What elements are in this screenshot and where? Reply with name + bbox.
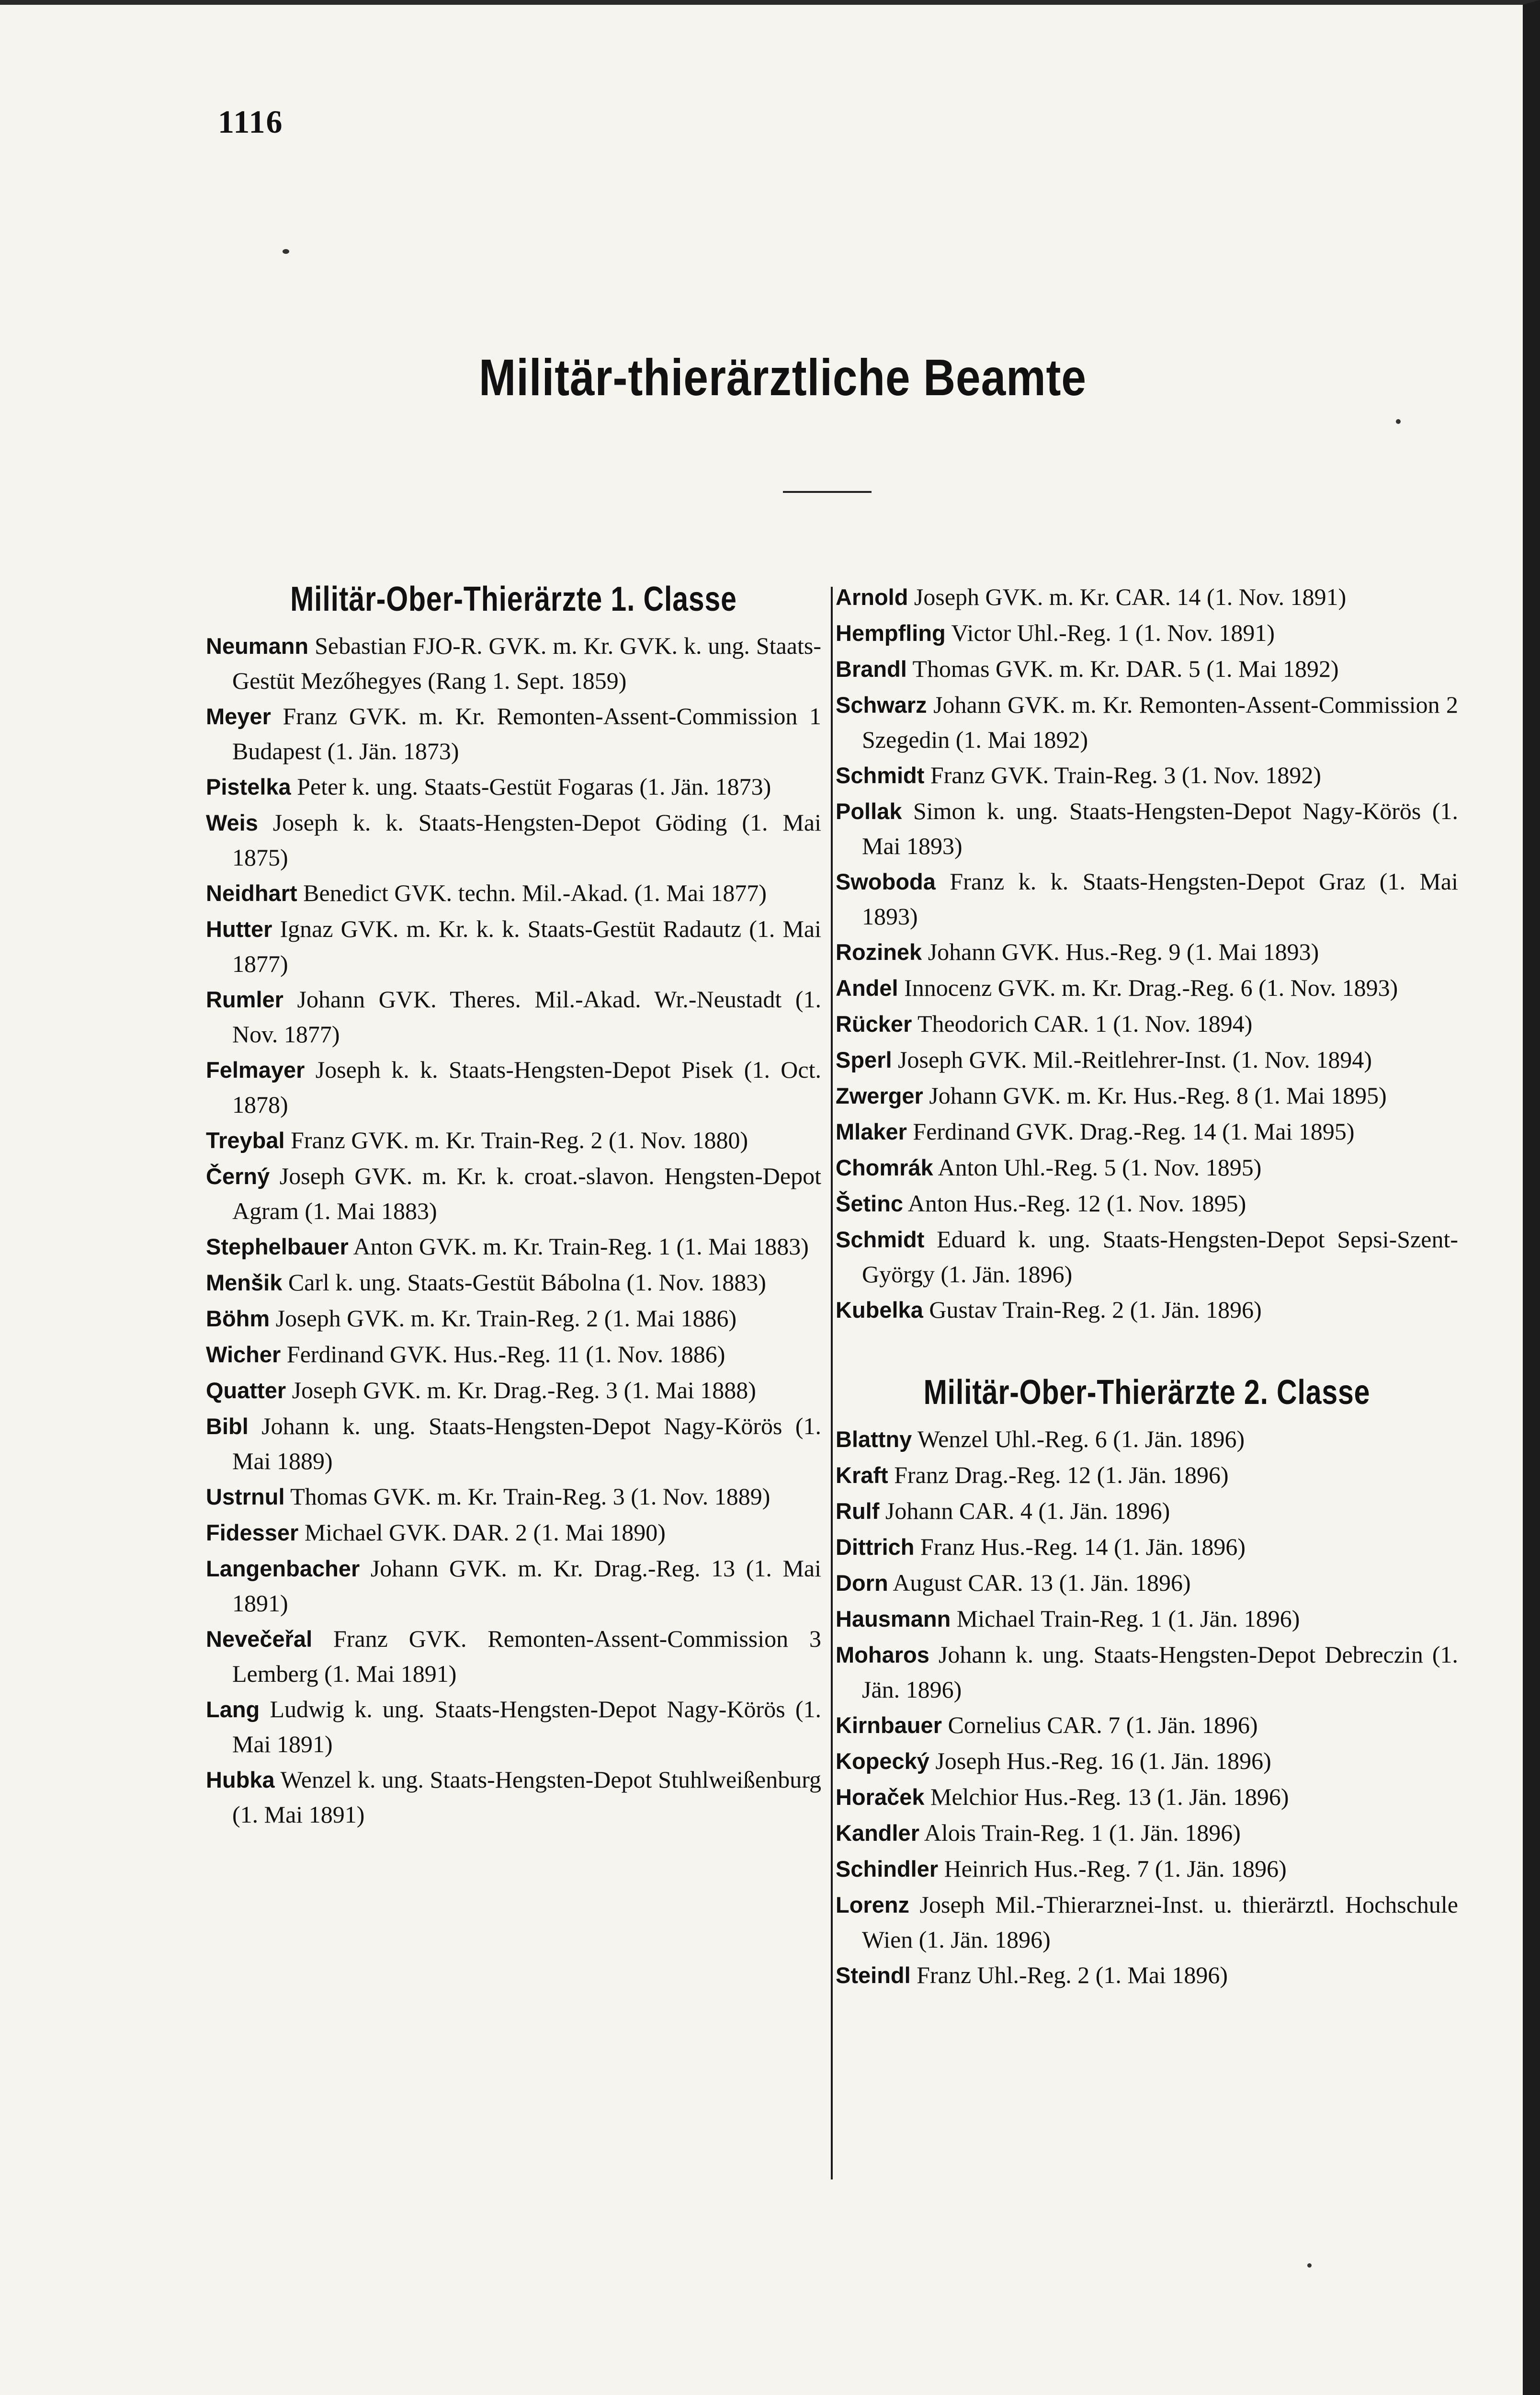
- personnel-entry: [836, 1458, 1458, 1493]
- entry-details: Franz GVK. Train-Reg. 3 (1. Nov. 1892): [930, 762, 1322, 788]
- personnel-entry: [836, 1637, 1458, 1707]
- entry-surname: Ustrnul: [206, 1484, 285, 1509]
- entry-surname: Rumler: [206, 987, 283, 1012]
- entry-details: Melchior Hus.-Reg. 13 (1. Jän. 1896): [930, 1783, 1289, 1810]
- personnel-entry: [836, 1422, 1458, 1457]
- personnel-entry: [836, 1565, 1458, 1600]
- entry-surname: Šetinc: [836, 1191, 904, 1216]
- entry-details: Johann k. ung. Staats-Hengsten-Depot Nagy-Körös (1. Mai 1889): [232, 1413, 821, 1474]
- personnel-entry: [206, 1052, 821, 1122]
- entry-details: Franz Uhl.-Reg. 2 (1. Mai 1896): [917, 1962, 1228, 1988]
- entry-details: August CAR. 13 (1. Jän. 1896): [893, 1569, 1191, 1596]
- entry-surname: Quatter: [206, 1378, 286, 1403]
- entry-surname: Menšik: [206, 1270, 283, 1295]
- scan-speck: [1307, 2263, 1312, 2268]
- entry-details: Thomas GVK. m. Kr. DAR. 5 (1. Mai 1892): [912, 655, 1339, 682]
- personnel-entry: [206, 876, 821, 911]
- entry-details: Ferdinand GVK. Hus.-Reg. 11 (1. Nov. 1886): [286, 1341, 725, 1368]
- entry-surname: Stephelbauer: [206, 1234, 349, 1259]
- personnel-entry: [206, 1337, 821, 1372]
- entry-details: Heinrich Hus.-Reg. 7 (1. Jän. 1896): [944, 1855, 1287, 1882]
- entry-details: Joseph k. k. Staats-Hengsten-Depot Pisek (1. Oct. 1878): [232, 1056, 821, 1118]
- entry-surname: Schmidt: [836, 763, 925, 788]
- personnel-entry: [206, 1373, 821, 1408]
- entry-details: Cornelius CAR. 7 (1. Jän. 1896): [948, 1711, 1258, 1738]
- personnel-entry: [836, 1042, 1458, 1077]
- personnel-entry: [836, 1744, 1458, 1779]
- personnel-entry: [206, 912, 821, 981]
- personnel-entry: [206, 1551, 821, 1620]
- entry-details: Johann GVK. m. Kr. Remonten-Assent-Commission 2 Szegedin (1. Mai 1892): [862, 691, 1458, 753]
- entry-details: Joseph Mil.-Thierarznei-Inst. u. thierärztl. Hochschule Wien (1. Jän. 1896): [862, 1891, 1458, 1953]
- entry-details: Joseph GVK. m. Kr. CAR. 14 (1. Nov. 1891): [914, 583, 1347, 610]
- entry-details: Franz GVK. m. Kr. Remonten-Assent-Commission 1 Budapest (1. Jän. 1873): [232, 703, 821, 764]
- entry-details: Johann CAR. 4 (1. Jän. 1896): [885, 1497, 1170, 1524]
- entry-surname: Kopecký: [836, 1748, 929, 1774]
- entry-surname: Schindler: [836, 1856, 939, 1882]
- entry-details: Johann GVK. Hus.-Reg. 9 (1. Mai 1893): [928, 938, 1319, 965]
- entry-surname: Nevečeřal: [206, 1626, 313, 1652]
- entry-details: Alois Train-Reg. 1 (1. Jän. 1896): [924, 1819, 1241, 1846]
- entry-surname: Weis: [206, 810, 258, 835]
- entry-details: Michael GVK. DAR. 2 (1. Mai 1890): [304, 1519, 666, 1546]
- entry-surname: Pollak: [836, 798, 902, 824]
- entry-details: Innocenz GVK. m. Kr. Drag.-Reg. 6 (1. Nov. 1893): [904, 974, 1398, 1001]
- entry-surname: Hubka: [206, 1767, 275, 1792]
- personnel-entry: [836, 1114, 1458, 1149]
- entry-surname: Dittrich: [836, 1534, 915, 1560]
- scan-speck: [283, 249, 289, 254]
- personnel-entry: [836, 1779, 1458, 1814]
- entry-surname: Bibl: [206, 1414, 249, 1439]
- entry-details: Victor Uhl.-Reg. 1 (1. Nov. 1891): [951, 619, 1275, 646]
- column-divider: [831, 587, 833, 2179]
- personnel-entry: [836, 1078, 1458, 1113]
- entry-surname: Schwarz: [836, 692, 927, 718]
- entry-surname: Rücker: [836, 1011, 912, 1037]
- entry-surname: Hausmann: [836, 1606, 951, 1631]
- entry-details: Wenzel k. ung. Staats-Hengsten-Depot Stuhlweißenburg (1. Mai 1891): [232, 1766, 821, 1828]
- entry-details: Johann GVK. Theres. Mil.-Akad. Wr.-Neustadt (1. Nov. 1877): [232, 986, 822, 1048]
- entry-details: Wenzel Uhl.-Reg. 6 (1. Jän. 1896): [917, 1426, 1245, 1452]
- personnel-entry: [836, 1150, 1458, 1185]
- class-1-list-right: [836, 580, 1458, 1327]
- entry-details: Michael Train-Reg. 1 (1. Jän. 1896): [956, 1605, 1300, 1632]
- entry-surname: Neumann: [206, 633, 309, 659]
- entry-surname: Sperl: [836, 1047, 892, 1072]
- personnel-entry: [836, 1006, 1458, 1041]
- section-heading-class-1: Militär-Ober-Thierärzte 1. Classe: [290, 580, 737, 618]
- entry-surname: Dorn: [836, 1570, 888, 1596]
- entry-surname: Fidesser: [206, 1520, 299, 1545]
- personnel-entry: [206, 1123, 821, 1158]
- entry-surname: Hutter: [206, 916, 272, 942]
- entry-surname: Černý: [206, 1163, 270, 1189]
- entry-surname: Moharos: [836, 1642, 929, 1667]
- personnel-entry: [836, 580, 1458, 615]
- personnel-entry: [206, 1692, 821, 1761]
- entry-details: Franz Hus.-Reg. 14 (1. Jän. 1896): [920, 1533, 1246, 1560]
- left-column: [206, 580, 821, 1833]
- entry-details: Thomas GVK. m. Kr. Train-Reg. 3 (1. Nov. 1889): [290, 1483, 770, 1510]
- personnel-entry: [206, 1159, 821, 1228]
- personnel-entry: [836, 1708, 1458, 1743]
- entry-details: Theodorich CAR. 1 (1. Nov. 1894): [917, 1010, 1253, 1037]
- entry-surname: Rozinek: [836, 939, 922, 965]
- entry-details: Anton Uhl.-Reg. 5 (1. Nov. 1895): [938, 1154, 1262, 1181]
- personnel-entry: [836, 970, 1458, 1005]
- entry-surname: Zwerger: [836, 1083, 923, 1108]
- entry-details: Franz GVK. m. Kr. Train-Reg. 2 (1. Nov. 1880): [291, 1127, 748, 1153]
- entry-details: Simon k. ung. Staats-Hengsten-Depot Nagy-Körös (1. Mai 1893): [862, 798, 1458, 859]
- entry-details: Sebastian FJO-R. GVK. m. Kr. GVK. k. ung. Staats-Gestüt Mezőhegyes (Rang 1. Sept. 1859): [232, 632, 821, 694]
- personnel-entry: [836, 1292, 1458, 1327]
- entry-details: Eduard k. ung. Staats-Hengsten-Depot Sepsi-Szent-György (1. Jän. 1896): [862, 1226, 1459, 1288]
- personnel-entry: [206, 1229, 821, 1264]
- personnel-entry: [836, 1529, 1458, 1564]
- entry-surname: Treybal: [206, 1128, 285, 1153]
- entry-surname: Steindl: [836, 1962, 911, 1988]
- personnel-entry: [836, 1186, 1458, 1221]
- entry-details: Joseph GVK. m. Kr. Drag.-Reg. 3 (1. Mai 1888): [292, 1377, 756, 1403]
- personnel-entry: [206, 699, 821, 768]
- personnel-entry: [206, 805, 821, 875]
- right-column: [836, 580, 1458, 1994]
- entry-surname: Schmidt: [836, 1227, 925, 1252]
- entry-details: Benedict GVK. techn. Mil.-Akad. (1. Mai 1877): [303, 879, 767, 906]
- entry-surname: Horaček: [836, 1784, 925, 1810]
- personnel-entry: [836, 758, 1458, 793]
- entry-surname: Arnold: [836, 584, 908, 610]
- entry-surname: Wicher: [206, 1342, 281, 1367]
- entry-surname: Kraft: [836, 1462, 888, 1488]
- personnel-entry: [836, 616, 1458, 650]
- entry-surname: Lorenz: [836, 1892, 910, 1917]
- entry-surname: Kubelka: [836, 1297, 923, 1323]
- personnel-entry: [206, 1762, 821, 1832]
- personnel-entry: [206, 1265, 821, 1300]
- class-1-list-left: [206, 628, 821, 1832]
- entry-surname: Langenbacher: [206, 1556, 360, 1581]
- entry-surname: Chomrák: [836, 1155, 933, 1180]
- personnel-entry: [836, 1958, 1458, 1993]
- personnel-entry: [836, 687, 1458, 757]
- entry-details: Joseph GVK. m. Kr. k. croat.-slavon. Hengsten-Depot Agram (1. Mai 1883): [232, 1163, 822, 1224]
- entry-details: Joseph GVK. Mil.-Reitlehrer-Inst. (1. Nov. 1894): [898, 1046, 1372, 1073]
- entry-surname: Swoboda: [836, 869, 936, 894]
- personnel-entry: [206, 628, 821, 698]
- personnel-entry: [206, 1515, 821, 1550]
- entry-surname: Brandl: [836, 656, 907, 682]
- entry-details: Johann k. ung. Staats-Hengsten-Depot Debreczin (1. Jän. 1896): [862, 1641, 1458, 1703]
- entry-details: Joseph Hus.-Reg. 16 (1. Jän. 1896): [935, 1747, 1271, 1774]
- entry-details: Franz Drag.-Reg. 12 (1. Jän. 1896): [894, 1461, 1229, 1488]
- entry-surname: Meyer: [206, 704, 271, 729]
- entry-details: Joseph GVK. m. Kr. Train-Reg. 2 (1. Mai 1886): [275, 1305, 737, 1332]
- personnel-entry: [836, 1851, 1458, 1886]
- entry-surname: Böhm: [206, 1306, 270, 1331]
- entry-surname: Pistelka: [206, 774, 291, 799]
- personnel-entry: [836, 651, 1458, 686]
- entry-surname: Felmayer: [206, 1057, 305, 1083]
- entry-surname: Kirnbauer: [836, 1712, 942, 1738]
- page-title: Militär-thierärztliche Beamte: [479, 348, 1087, 406]
- entry-surname: Andel: [836, 975, 898, 1001]
- personnel-entry: [836, 1222, 1458, 1291]
- entry-details: Franz GVK. Remonten-Assent-Commission 3 Lemberg (1. Mai 1891): [232, 1625, 821, 1687]
- entry-details: Peter k. ung. Staats-Gestüt Fogaras (1. Jän. 1873): [297, 773, 771, 800]
- entry-details: Ferdinand GVK. Drag.-Reg. 14 (1. Mai 1895): [913, 1118, 1355, 1145]
- personnel-entry: [836, 864, 1458, 934]
- page-number: 1116: [218, 103, 283, 140]
- entry-surname: Neidhart: [206, 880, 297, 906]
- entry-details: Ludwig k. ung. Staats-Hengsten-Depot Nagy-Körös (1. Mai 1891): [232, 1696, 821, 1757]
- entry-details: Franz k. k. Staats-Hengsten-Depot Graz (1. Mai 1893): [862, 868, 1459, 930]
- entry-details: Gustav Train-Reg. 2 (1. Jän. 1896): [929, 1296, 1262, 1323]
- personnel-entry: [836, 935, 1458, 969]
- entry-surname: Kandler: [836, 1820, 919, 1846]
- personnel-entry: [836, 794, 1458, 863]
- section-heading-class-2: Militär-Ober-Thierärzte 2. Classe: [923, 1373, 1370, 1412]
- personnel-entry: [206, 1409, 821, 1478]
- class-2-list: [836, 1422, 1458, 1993]
- entry-surname: Lang: [206, 1697, 260, 1722]
- entry-details: Ignaz GVK. m. Kr. k. k. Staats-Gestüt Radautz (1. Mai 1877): [232, 915, 822, 977]
- personnel-entry: [836, 1887, 1458, 1957]
- personnel-entry: [206, 1301, 821, 1336]
- personnel-entry: [206, 769, 821, 804]
- entry-details: Joseph k. k. Staats-Hengsten-Depot Göding (1. Mai 1875): [232, 809, 821, 871]
- entry-details: Anton GVK. m. Kr. Train-Reg. 1 (1. Mai 1883): [353, 1233, 809, 1260]
- entry-details: Johann GVK. m. Kr. Hus.-Reg. 8 (1. Mai 1895): [929, 1082, 1387, 1109]
- entry-surname: Hempfling: [836, 620, 946, 646]
- personnel-entry: [206, 1621, 821, 1691]
- scan-speck: [1396, 419, 1401, 424]
- title-divider: [783, 491, 872, 493]
- personnel-entry: [206, 982, 821, 1051]
- personnel-entry: [836, 1494, 1458, 1528]
- personnel-entry: [206, 1479, 821, 1514]
- entry-details: Carl k. ung. Staats-Gestüt Bábolna (1. Nov. 1883): [288, 1269, 766, 1296]
- entry-details: Anton Hus.-Reg. 12 (1. Nov. 1895): [907, 1190, 1246, 1217]
- entry-surname: Mlaker: [836, 1119, 907, 1144]
- entry-details: Johann GVK. m. Kr. Drag.-Reg. 13 (1. Mai 1891): [232, 1555, 822, 1617]
- entry-surname: Blattny: [836, 1426, 912, 1452]
- entry-surname: Rulf: [836, 1498, 880, 1524]
- personnel-entry: [836, 1815, 1458, 1850]
- personnel-entry: [836, 1601, 1458, 1636]
